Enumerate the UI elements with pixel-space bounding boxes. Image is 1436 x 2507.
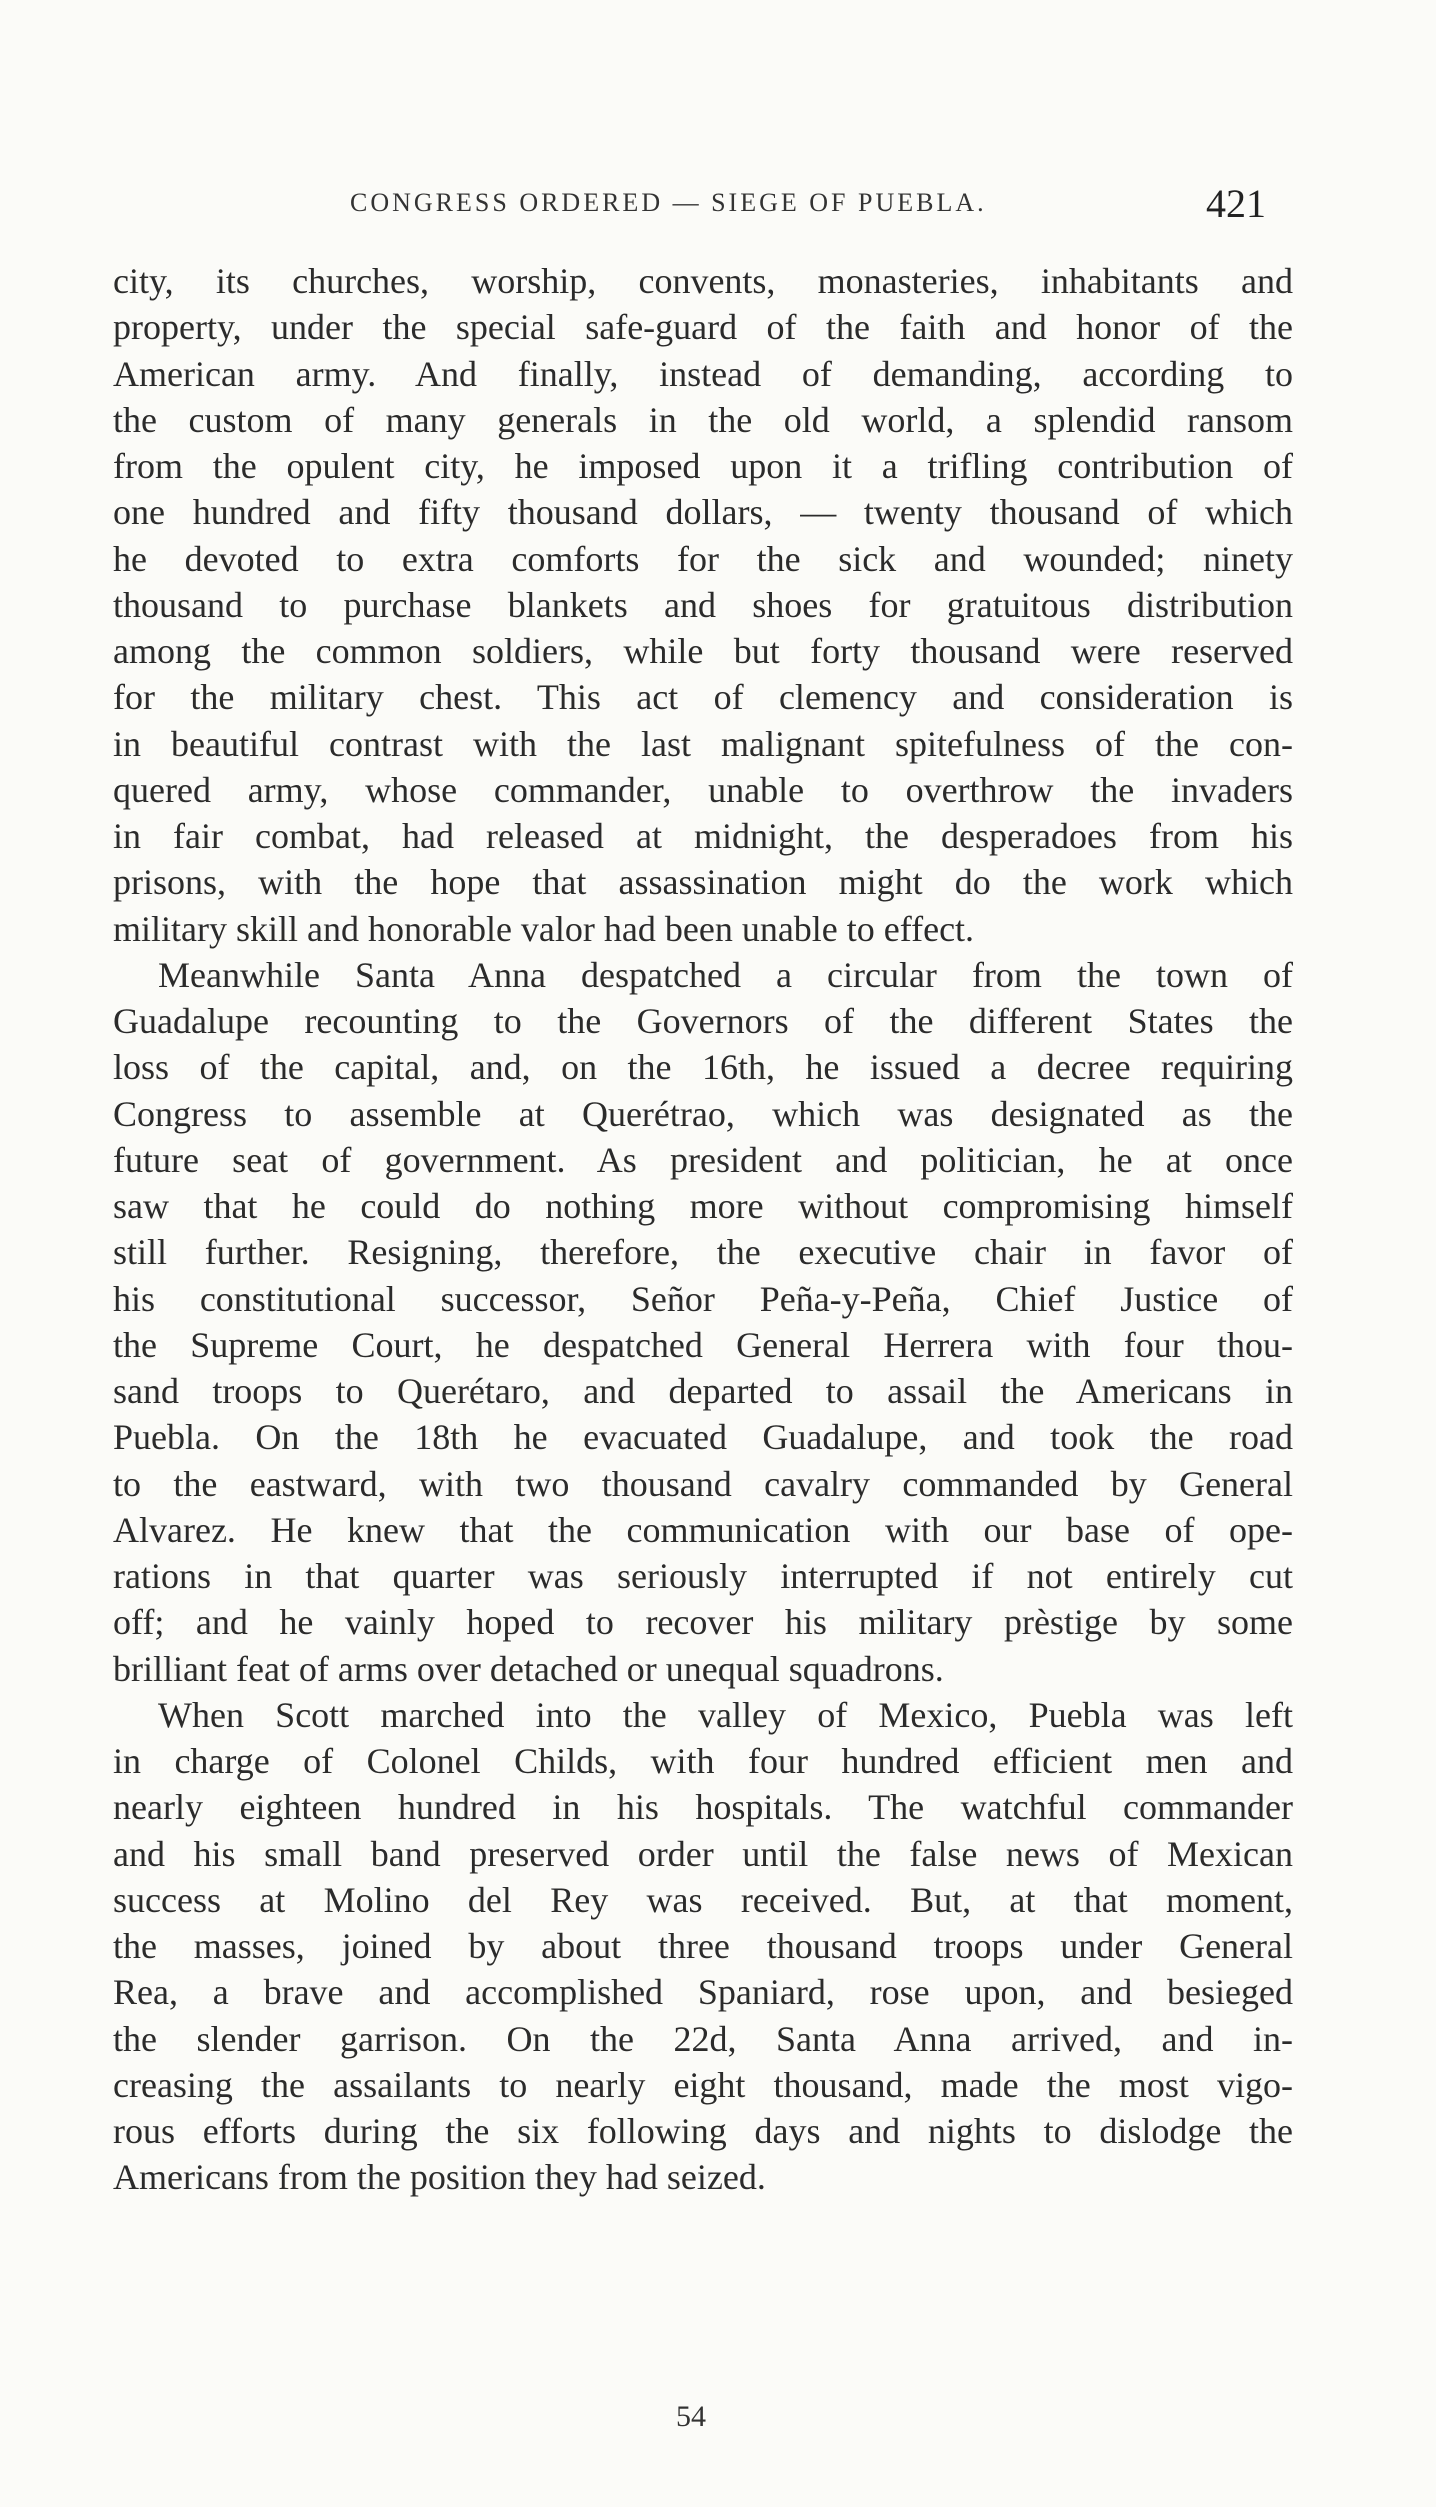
- text-line: future seat of government. As president and politician, he at once: [113, 1139, 1293, 1180]
- text-line: Meanwhile Santa Anna despatched a circular from the town of: [158, 954, 1293, 995]
- text-line: the custom of many generals in the old world, a splendid ransom: [113, 399, 1293, 440]
- text-line: the Supreme Court, he despatched General Herrera with four thou-: [113, 1324, 1293, 1365]
- text-line: quered army, whose commander, unable to overthrow the invaders: [113, 769, 1293, 810]
- text-line: sand troops to Querétaro, and departed to assail the Americans in: [113, 1371, 1293, 1411]
- text-line: brilliant feat of arms over detached or unequal squadrons.: [113, 1648, 944, 1689]
- text-line: military skill and honorable valor had been unable to effect.: [113, 908, 975, 949]
- running-title: CONGRESS ORDERED — SIEGE OF PUEBLA.: [350, 188, 987, 217]
- text-line: his constitutional successor, Señor Peña-y-Peña, Chief Justice of: [113, 1278, 1293, 1319]
- text-line: nearly eighteen hundred in his hospitals. The watchful commander: [113, 1787, 1293, 1828]
- text-line: Rea, a brave and accomplished Spaniard, rose upon, and besieged: [113, 1972, 1293, 2013]
- text-line: among the common soldiers, while but forty thousand were reserved: [113, 631, 1293, 671]
- text-line: success at Molino del Rey was received. But, at that moment,: [113, 1879, 1293, 1920]
- text-line: prisons, with the hope that assassination might do the work which: [113, 862, 1293, 903]
- text-line: still further. Resigning, therefore, the executive chair in favor of: [113, 1232, 1293, 1273]
- text-line: and his small band preserved order until the false news of Mexican: [113, 1833, 1293, 1874]
- text-line: in charge of Colonel Childs, with four hundred efficient men and: [113, 1741, 1293, 1781]
- page-number: 421: [1206, 181, 1266, 226]
- text-line: Alvarez. He knew that the communication with our base of ope-: [113, 1509, 1293, 1550]
- text-line: loss of the capital, and, on the 16th, he issued a decree requiring: [113, 1047, 1293, 1088]
- text-line: American army. And finally, instead of demanding, according to: [113, 353, 1293, 394]
- signature-mark: 54: [676, 2400, 706, 2433]
- text-line: he devoted to extra comforts for the sick and wounded; ninety: [113, 538, 1293, 579]
- text-line: When Scott marched into the valley of Mexico, Puebla was left: [158, 1694, 1293, 1735]
- text-line: saw that he could do nothing more without compromising himself: [113, 1186, 1293, 1226]
- text-line: thousand to purchase blankets and shoes for gratuitous distribution: [113, 584, 1293, 625]
- text-line: Guadalupe recounting to the Governors of the different States the: [113, 1001, 1293, 1041]
- text-line: Congress to assemble at Querétrao, which was designated as the: [113, 1093, 1293, 1134]
- text-line: for the military chest. This act of clemency and consideration is: [113, 677, 1293, 718]
- text-line: creasing the assailants to nearly eight thousand, made the most vigo-: [113, 2064, 1293, 2105]
- text-line: Puebla. On the 18th he evacuated Guadalupe, and took the road: [113, 1417, 1293, 1458]
- running-head: [0, 180, 1436, 240]
- text-line: Americans from the position they had seized.: [113, 2157, 766, 2198]
- text-line: the slender garrison. On the 22d, Santa Anna arrived, and in-: [113, 2018, 1293, 2059]
- text-line: the masses, joined by about three thousand troops under General: [113, 1926, 1293, 1966]
- text-line: to the eastward, with two thousand cavalry commanded by General: [113, 1463, 1293, 1504]
- text-line: off; and he vainly hoped to recover his military prèstige by some: [113, 1602, 1293, 1643]
- body-text: [113, 258, 1293, 2201]
- text-line: from the opulent city, he imposed upon it a trifling contribution of: [113, 446, 1293, 486]
- text-line: in fair combat, had released at midnight, the desperadoes from his: [113, 816, 1293, 856]
- text-line: in beautiful contrast with the last malignant spitefulness of the con-: [113, 723, 1293, 764]
- text-line: property, under the special safe-guard of the faith and honor of the: [113, 307, 1293, 348]
- text-line: one hundred and fifty thousand dollars, — twenty thousand of which: [113, 492, 1293, 533]
- text-line: city, its churches, worship, convents, monasteries, inhabitants and: [113, 261, 1293, 301]
- text-line: rous efforts during the six following days and nights to dislodge the: [113, 2111, 1293, 2151]
- text-line: rations in that quarter was seriously interrupted if not entirely cut: [113, 1556, 1293, 1596]
